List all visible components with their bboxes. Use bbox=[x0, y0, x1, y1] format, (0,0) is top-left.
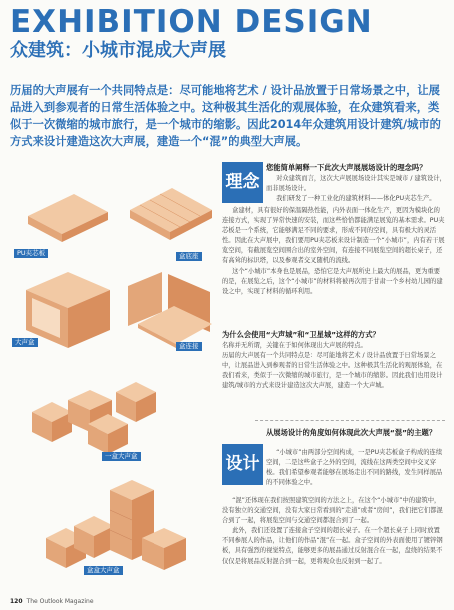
design-question: 从展场设计的角度如何体现此次大声展“混”的主题？ bbox=[266, 428, 437, 437]
single-board-illustration bbox=[22, 186, 112, 248]
concept-answer-1-p1: 对众建筑而言，这次大声展展场设计其实是城市 / 建筑设计，而非展场设计。 bbox=[266, 175, 446, 193]
page-subtitle: 众建筑：小城市混成大声展 bbox=[10, 40, 226, 61]
design-answer-p3: 此外，我们还设置了连接盒子空间的超长桌子。在一个超长桌子上同时放置不同参展人的作品，让他们的作品“混”在一起。盒子空间的外表面使用了镀锌钢板，具有强烈的视觉特点，能够更多的展品通过反射混合在一起，盘绕的结果不仅仅是将展品反射混合到一起，更将观众也反射到一起了。 bbox=[222, 527, 443, 565]
concept-answer-2-p2: 历届的大声展有一个共同特点是：尽可能地将艺术 / 设计品放置于日常场景之中，让展品进入到参观者的日常生活体验之中。这种极其生活化的观展体验，在我们看来，类似于一次微缩的城市旅行，是一个城市的缩影。因此我们也用设计建筑/城市的方式来设计建造这次大声展，建造一个大声城。 bbox=[222, 352, 443, 390]
connect-label: 盒连接 bbox=[176, 342, 202, 351]
design-answer-cont bbox=[222, 496, 446, 567]
page-number: 120 bbox=[10, 598, 23, 605]
concept-tag: 理念 bbox=[222, 162, 263, 203]
concept-answer-1-p2: 我们研发了一种工业化的建筑材料——体化PU夹芯生产。 bbox=[276, 195, 436, 203]
board-stack-illustration bbox=[122, 176, 216, 256]
box-stack-illustration bbox=[38, 468, 198, 580]
section-divider bbox=[255, 420, 445, 421]
page-title: EXHIBITION DESIGN bbox=[10, 4, 373, 40]
concept-answer-1-cont bbox=[222, 206, 446, 297]
concept-question-1: 您能简单阐释一下此次大声展展场设计的理念吗？ bbox=[266, 163, 427, 172]
base-label: 盒底座 bbox=[176, 252, 202, 261]
page-footer bbox=[10, 598, 94, 605]
design-answer-p1: “小城市”由两部分空间构成，一是PU夹芯板盒子构成的连续空间，二是这些盒子之外的空间，流线在这两类空间中交叉穿梭。我们希望参观者能够在展场走出不同的路线，发生同样展品的不同体验之中。 bbox=[266, 449, 443, 487]
magazine-name: The Outlook Magazine bbox=[26, 598, 94, 605]
concept-answer-2-p1: 名称并无所谓，关键在于如何体现出大声展的特点。 bbox=[222, 342, 367, 349]
box-cluster-illustration bbox=[28, 372, 178, 462]
design-answer-p2: “混”还体现在我们按照建筑空间的方法之上，在这个“小城市”中的建筑中，没有独立的交通空间，没有大家日常看到的“走道”或者“房间”，我们把它们都混合到了一起，将展览空间与交通空间都混合到了一起。 bbox=[222, 497, 443, 525]
concept-answer-1-p3: 盒建材，具有很好的保温隔热性能，内外表面一体化生产，更因为模块化的连接方式，实现了异常快速的安装，而这些恰恰都能满足展览的基本需求。PU夹芯板是一个系统，它能够满足不同的要求，形成不同的空间，具有极大的灵活性。因此在大声展中，我们要用PU夹芯板来设计制造一个“小城市”，内有若干展览空间，有截展览空间围合出的室外空间，有连接不同展览空间的超长桌子，还有高耸的标识塔，以及参观者交叉随机的流线。 bbox=[222, 207, 445, 265]
intro-paragraph: 历届的大声展有一个共同特点是：尽可能地将艺术 / 设计品放置于日常场景之中，让展品进入到参观者的日常生活体验之中。这种极其生活化的观展体验，在众建筑看来，类似于一次微缩的城市旅行，是一个城市的缩影。因此2014年众建筑用设计建筑/城市的方式来设计建造这次大声展，建造一个“混”的典型大声展。 bbox=[10, 84, 441, 148]
design-answer-block bbox=[266, 448, 446, 488]
concept-question-2: 为什么会使用“大声城”和“卫星城”这样的方式？ bbox=[222, 330, 380, 339]
panels-illustration bbox=[118, 262, 222, 352]
design-tag: 设计 bbox=[222, 444, 263, 485]
header bbox=[10, 6, 450, 63]
concept-answer-1-p4: 这个“小城市”本身也是展品，恐怕它是大声展所史上最大的展品，更为重要的是，在展览之后，这个“小城市”的材料将被再次用于甘肃一个乡村幼儿园的建设之中，实现了材料的循环利用。 bbox=[222, 267, 443, 295]
concept-answer-2-block bbox=[222, 341, 446, 391]
stack-label: 盒盒大声盒 bbox=[84, 566, 123, 575]
concept-answer-1-block bbox=[266, 174, 446, 204]
box-label: 大声盒 bbox=[12, 338, 38, 347]
cluster-label: 一盒大声盒 bbox=[102, 452, 141, 461]
board-label: PU夹芯板 bbox=[14, 249, 48, 258]
